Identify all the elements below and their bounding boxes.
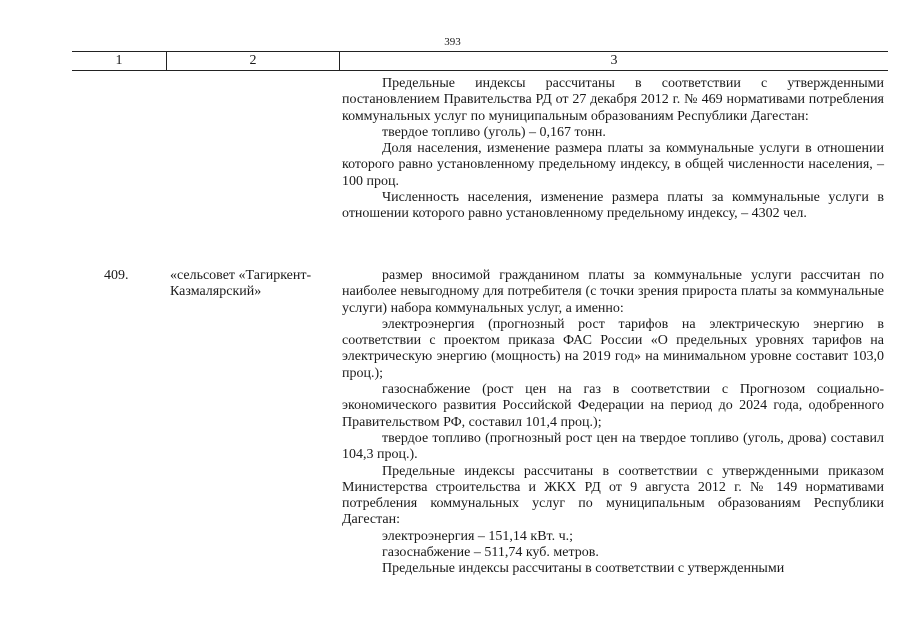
paragraph: Предельные индексы рассчитаны в соответствии с утвержденными постановлением Правительства РД от 27 декабря 2012 г. № 469 нормативами потребления коммунальных услуг по муниципальным образованиям Республики Дагестан: [342, 76, 884, 124]
paragraph: Численность населения, изменение размера платы за коммунальные услуги в отношении которого равно установленному предельному индексу, – 4302 чел. [342, 190, 884, 222]
entry-name: «сельсовет «Тагиркент-Казмалярский» [170, 268, 312, 300]
header-col-1: 1 [72, 52, 167, 70]
previous-entry-text [342, 76, 884, 223]
paragraph: размер вносимой гражданином платы за коммунальные услуги рассчитан по наиболее невыгодному для потребителя (с точки зрения прироста платы за коммунальные услуги) набора коммунальных услуг, а именно: [342, 268, 884, 316]
paragraph: электроэнергия (прогнозный рост тарифов на электрическую энергию в соответствии с проектом приказа ФАС России «О предельных уровнях тарифов на электрическую энергию (мощность) на 2019 год» на минимальном уровне составит 103,0 проц.); [342, 316, 884, 381]
paragraph: газоснабжение – 511,74 куб. метров. [382, 545, 599, 561]
entry-number: 409. [104, 268, 129, 283]
paragraph: Предельные индексы рассчитаны в соответствии с утвержденными [382, 561, 785, 577]
paragraph: электроэнергия – 151,14 кВт. ч.; [382, 528, 574, 544]
paragraph: твердое топливо (прогнозный рост цен на твердое топливо (уголь, дрова) составил 104,3 проц.). [342, 430, 884, 463]
paragraph: Доля населения, изменение размера платы за коммунальные услуги в отношении которого равно установленному предельному индексу, в общей численности населения, – 100 проц. [342, 141, 884, 189]
header-col-3: 3 [610, 53, 618, 68]
header-col-2: 2 [167, 52, 340, 70]
paragraph: газоснабжение (рост цен на газ в соответствии с Прогнозом социально-экономического развития Российской Федерации на период до 2024 года, одобренного Правительством РФ, составил 101,4 проц.); [342, 382, 884, 430]
paragraph: твердое топливо (уголь) – 0,167 тонн. [382, 124, 606, 140]
paragraph: Предельные индексы рассчитаны в соответствии с утвержденными приказом Министерства строительства и ЖКХ РД от 9 августа 2012 г. № 149 нормативами потребления коммунальных услуг по муниципальным образованиям Республики Дагестан: [342, 463, 884, 528]
page-number: 393 [444, 36, 461, 48]
table-header-row [72, 51, 888, 71]
entry-text [342, 268, 884, 578]
